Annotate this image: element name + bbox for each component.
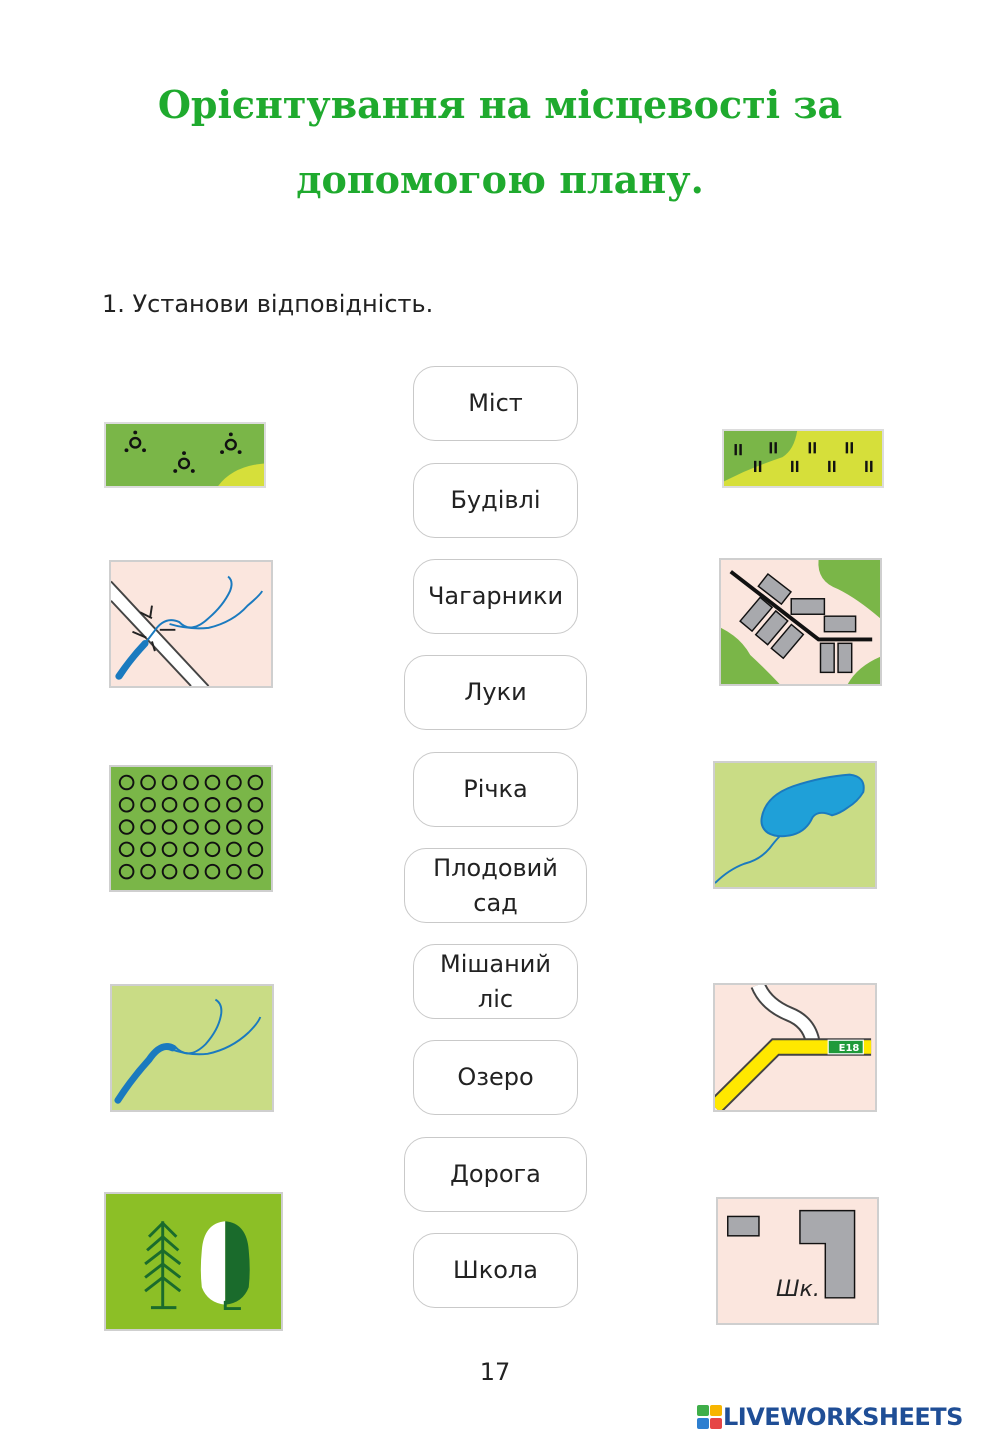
word-box-bridge[interactable]: Міст bbox=[413, 366, 578, 441]
orchard-symbol[interactable] bbox=[109, 765, 273, 892]
word-box-road[interactable]: Дорога bbox=[404, 1137, 587, 1212]
buildings-symbol[interactable] bbox=[719, 558, 882, 686]
word-box-mixed-forest[interactable]: Мішаний ліс bbox=[413, 944, 578, 1019]
river-symbol[interactable] bbox=[110, 984, 274, 1112]
word-box-school[interactable]: Школа bbox=[413, 1233, 578, 1308]
logo-text: LIVEWORKSHEETS bbox=[723, 1403, 963, 1431]
liveworksheets-logo[interactable] bbox=[697, 1403, 963, 1431]
school-label: Шк. bbox=[776, 1277, 820, 1302]
task-instruction: 1. Установи відповідність. bbox=[102, 290, 434, 318]
logo-icon bbox=[697, 1404, 723, 1430]
word-box-river[interactable]: Річка bbox=[413, 752, 578, 827]
page-number: 17 bbox=[479, 1358, 511, 1386]
road-symbol[interactable] bbox=[713, 983, 877, 1112]
lake-symbol[interactable] bbox=[713, 761, 877, 889]
word-box-orchard[interactable]: Плодовий сад bbox=[404, 848, 587, 923]
word-box-shrubs[interactable]: Чагарники bbox=[413, 559, 578, 634]
title-line-2: допомогою плану. bbox=[296, 157, 704, 202]
title-line-1: Орієнтування на місцевості за bbox=[157, 82, 843, 127]
word-box-buildings[interactable]: Будівлі bbox=[413, 463, 578, 538]
shrubs-symbol[interactable] bbox=[104, 422, 266, 488]
road-sign-label: E18 bbox=[838, 1043, 860, 1054]
bridge-symbol[interactable] bbox=[109, 560, 273, 688]
mixed-forest-symbol[interactable] bbox=[104, 1192, 283, 1331]
school-symbol[interactable] bbox=[716, 1197, 879, 1325]
word-box-lake[interactable]: Озеро bbox=[413, 1040, 578, 1115]
meadows-symbol[interactable] bbox=[722, 429, 884, 488]
word-box-meadows[interactable]: Луки bbox=[404, 655, 587, 730]
